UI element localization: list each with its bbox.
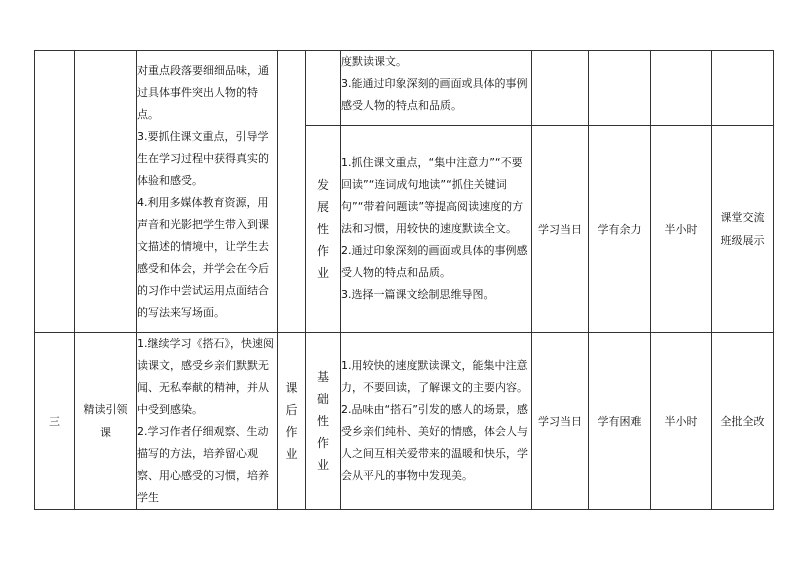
homework-kind-cell: 课后作业 bbox=[278, 333, 306, 510]
homework-type-cell bbox=[306, 51, 341, 126]
strategy-paragraph: 4.利用多媒体教育资源，用声音和光影把学生带入到课文描述的情境中，让学生去感受和体会，并学会在今后的习作中尝试运用点面结合的写法来写场面。 bbox=[137, 195, 269, 319]
teaching-strategy-cell bbox=[137, 333, 278, 510]
strategy-paragraph: 1.继续学习《搭石》，快速阅读课文，感受乡亲们默默无闻、无私奉献的精神，并从中受到感染。 bbox=[137, 337, 274, 416]
evaluation-cell: 课堂交流班级展示 bbox=[712, 126, 774, 333]
time-cell: 学习当日 bbox=[532, 126, 589, 333]
lesson-index-cell bbox=[35, 51, 75, 333]
teaching-strategy-cell bbox=[137, 51, 278, 333]
content-paragraph: 度默读课文。 bbox=[341, 55, 407, 68]
content-paragraph: 3.选择一篇课文绘制思维导图。 bbox=[341, 288, 495, 301]
table-row bbox=[35, 333, 774, 510]
course-type-cell: 精读引领课 bbox=[75, 333, 137, 510]
homework-content-cell bbox=[341, 126, 532, 333]
evaluation-cell: 全批全改 bbox=[712, 333, 774, 510]
content-paragraph: 1.抓住课文重点，“集中注意力”“不要回读”“连词成句地读”“抓住关键词句”“带着问题读”等提高阅读速度的方法和习惯，用较快的速度默读全文。 bbox=[341, 156, 524, 235]
content-paragraph: 2.品味由“搭石”引发的感人的场景，感受乡亲们纯朴、美好的情感，体会人与人之间互相关爱带来的温暖和快乐，学会从平凡的事物中发现美。 bbox=[341, 403, 528, 482]
strategy-paragraph: 2.学习作者仔细观察、生动描写的方法，培养留心观察、用心感受的习惯，培养学生 bbox=[137, 425, 269, 504]
course-type-cell bbox=[75, 51, 137, 333]
content-paragraph: 2.通过印象深刻的画面或具体的事例感受人物的特点和品质。 bbox=[341, 244, 528, 279]
duration-cell: 半小时 bbox=[651, 333, 712, 510]
homework-type-cell: 发展性作业 bbox=[306, 126, 341, 333]
homework-content-cell bbox=[341, 51, 532, 126]
duration-cell: 半小时 bbox=[651, 126, 712, 333]
lesson-index-cell: 三 bbox=[35, 333, 75, 510]
evaluation-cell bbox=[712, 51, 774, 126]
target-cell bbox=[589, 51, 651, 126]
time-cell: 学习当日 bbox=[532, 333, 589, 510]
table-row bbox=[35, 51, 774, 126]
strategy-paragraph: 3.要抓住课文重点，引导学生在学习过程中获得真实的体验和感受。 bbox=[137, 129, 269, 187]
content-paragraph: 3.能通过印象深刻的画面或具体的事例感受人物的特点和品质。 bbox=[341, 77, 528, 112]
target-cell: 学有困难 bbox=[589, 333, 651, 510]
time-cell bbox=[532, 51, 589, 126]
homework-content-cell bbox=[341, 333, 532, 510]
homework-design-table bbox=[34, 50, 774, 510]
content-paragraph: 1.用较快的速度默读课文，能集中注意力，不要回读，了解课文的主要内容。 bbox=[341, 359, 528, 394]
duration-cell bbox=[651, 51, 712, 126]
strategy-paragraph: 对重点段落要细细品味，通过具体事件突出人物的特点。 bbox=[137, 63, 269, 121]
homework-type-cell: 基础性作业 bbox=[306, 333, 341, 510]
target-cell: 学有余力 bbox=[589, 126, 651, 333]
homework-kind-cell bbox=[278, 51, 306, 333]
